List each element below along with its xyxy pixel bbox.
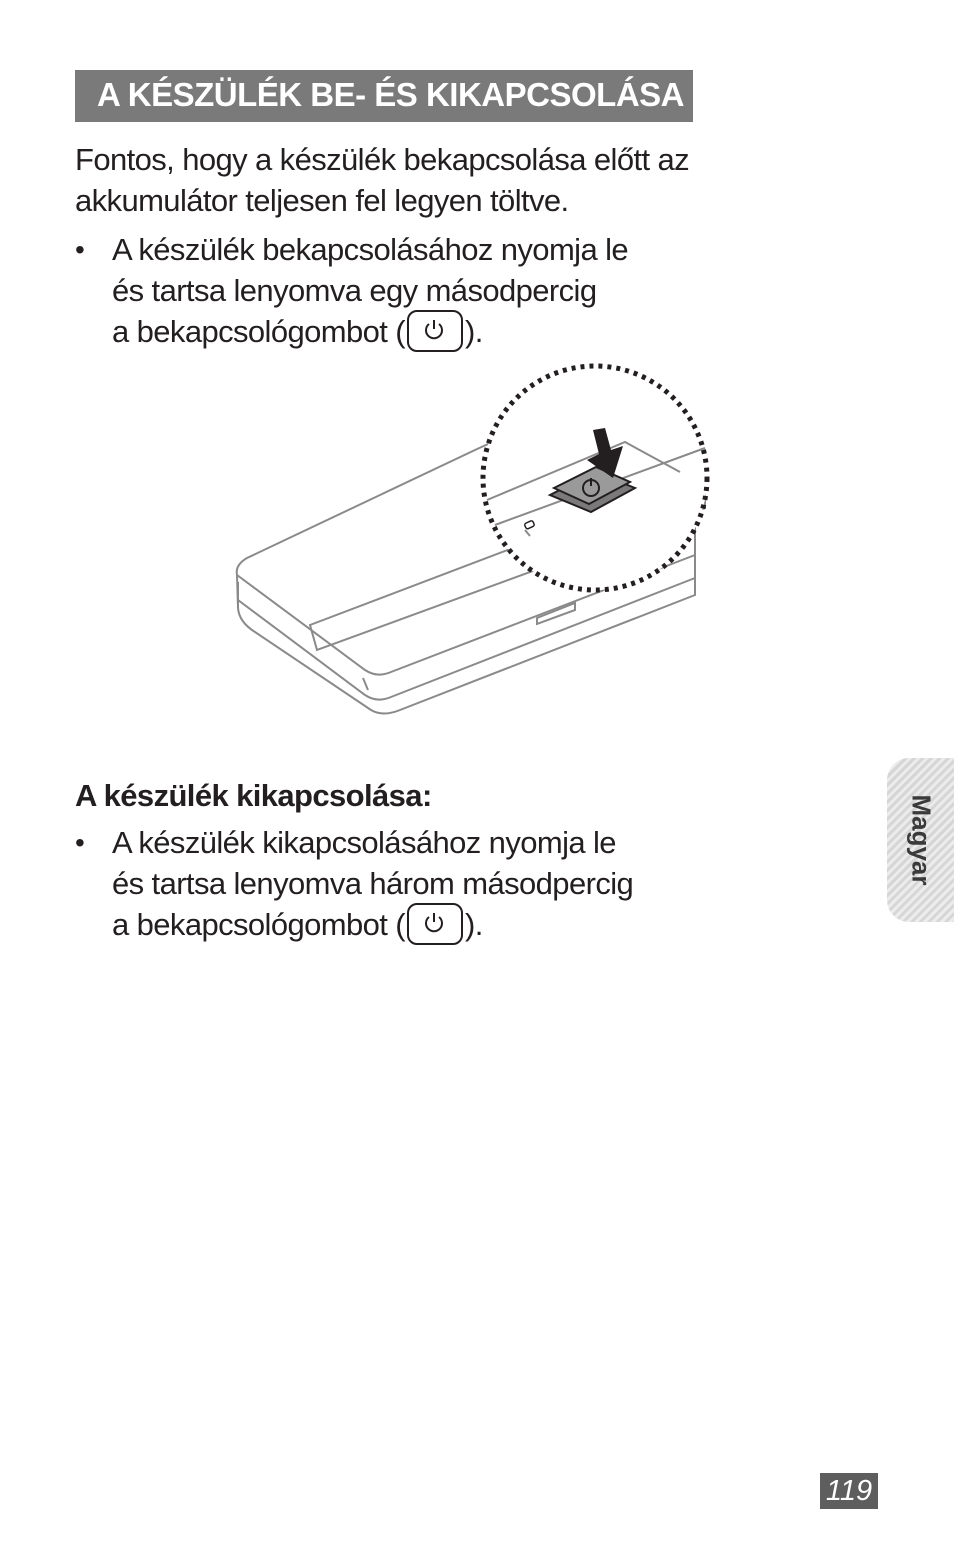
- intro-paragraph: [75, 139, 775, 221]
- power-on-line-1: A készülék bekapcsolásához nyomja le: [112, 232, 629, 267]
- device-illustration: [225, 360, 725, 730]
- power-off-heading: A készülék kikapcsolása:: [75, 778, 432, 813]
- intro-line-2: akkumulátor teljesen fel legyen töltve.: [75, 183, 569, 218]
- power-on-line-3: [112, 311, 792, 355]
- page-number: 119: [820, 1473, 878, 1509]
- power-on-line-3-suffix: ).: [465, 314, 483, 349]
- section-title: A KÉSZÜLÉK BE- ÉS KIKAPCSOLÁSA: [97, 76, 684, 113]
- power-off-text: [112, 822, 792, 948]
- power-on-line-2: és tartsa lenyomva egy másodpercig: [112, 273, 597, 308]
- section-title-bar: [75, 70, 693, 122]
- power-off-line-2: és tartsa lenyomva három másodpercig: [112, 866, 634, 901]
- power-key-icon: [407, 903, 463, 945]
- power-off-line-1: A készülék kikapcsolásához nyomja le: [112, 825, 616, 860]
- power-off-line-3-prefix: a bekapcsológombot (: [112, 907, 406, 942]
- bullet-mark: •: [75, 234, 85, 265]
- power-on-text: [112, 229, 792, 355]
- language-side-tab: [887, 758, 954, 922]
- power-off-line-3-suffix: ).: [465, 907, 483, 942]
- power-key-icon: [407, 310, 463, 352]
- intro-line-1: Fontos, hogy a készülék bekapcsolása előtt az: [75, 142, 690, 177]
- power-on-line-3-prefix: a bekapcsológombot (: [112, 314, 406, 349]
- bullet-mark: •: [75, 827, 85, 858]
- language-label: Magyar: [906, 794, 936, 886]
- power-off-line-3: [112, 904, 792, 948]
